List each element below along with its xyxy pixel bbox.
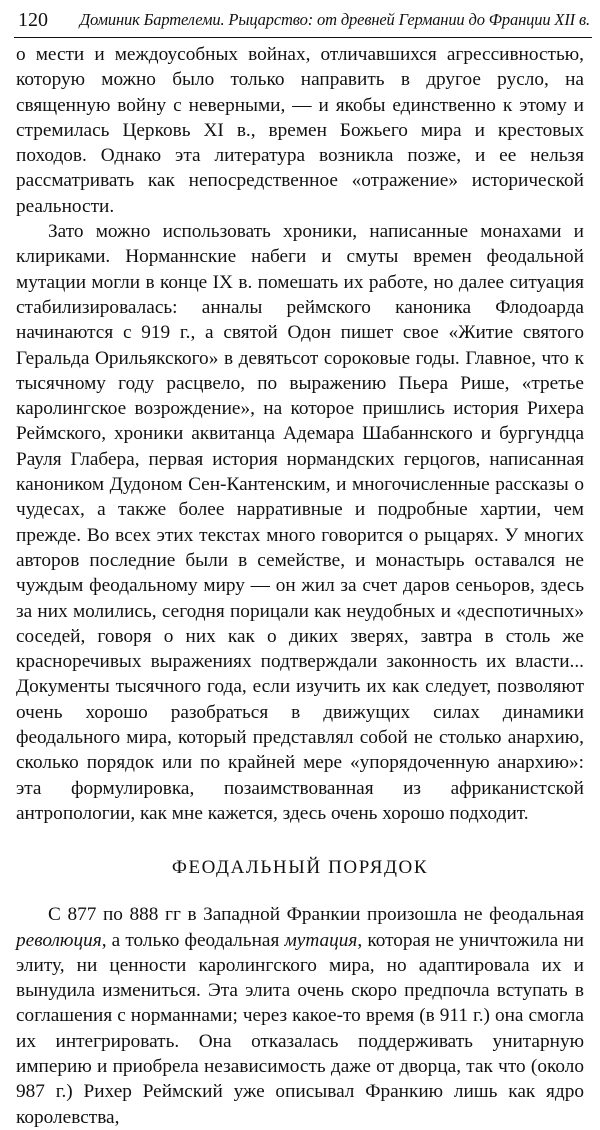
paragraph-chronicles: Зато можно использовать хроники, написанные монахами и клириками. Норманнские набеги и смуты времен феодальной мутации могли в конце IX в. помешать их работе, но далее ситуация стабилизировалась: анналы реймского каноника Флодоарда начинаются с 919 г., а святой Одон пишет свое «Житие святого Геральда Орильякского» в девятьсот сороковые годы. Главное, что к тысячному году расцвело, по выражению Пьера Рише, «третье каролингское возрождение», на которое пришлись история Рихера Реймского, хроники аквитанца Адемара Шабаннского и бургундца Рауля Глабера, первая история нормандских герцогов, написанная каноником Дудоном Сен-Кантенским, и многочисленные рассказы о чудесах, а также более нарративные и подробные хартии, чем прежде. Во всех этих текстах много говорится о рыцарях. У многих авторов последние были в семействе, и монастырь оставался не чуждым феодальному миру — он жил за счет даров сеньоров, здесь за них молились, сегодня порицали как неудобных и «деспотичных» соседей, говоря о них как о диких зверях, завтра в столь же красноречивых выражениях подтверждали законность их власти... Документы тысячного года, если изучить их как следует, позволяют очень хорошо разобраться в движущих силах динамики феодального мира, который представлял собой не столько анархию, сколько порядок или по крайней мере «упорядоченную анархию»: эта формулировка, позаимствованная из африканистской антропологии, как мне кажется, здесь очень хорошо подходит.	[16, 221, 584, 824]
header-rule	[14, 37, 592, 38]
main-text	[16, 42, 584, 1130]
emphasis-mutation: мутация	[284, 929, 358, 951]
text-run: С 877 по 888 гг в Западной Франкии произошла не феодальная	[48, 904, 584, 926]
emphasis-revolution: революция	[16, 929, 102, 951]
text-run: , а только феодальная	[101, 929, 285, 951]
section-heading: ФЕОДАЛЬНЫЙ ПОРЯДОК	[171, 857, 429, 879]
text-run: , которая не уничтожила ни элиту, ни ценности каролингского мира, но адаптировала их и вынудила измениться. Эта элита очень скоро предпочла вступать в соглашения с норманнами; через какое-то время (в 911 г.) она смогла их интегрировать. Она отказалась поддерживать унитарную империю и приобрела независимость даже от дворца, так что (около 987 г.) Рихер Реймский уже описывал Франкию лишь как ядро королевства,	[16, 929, 584, 1128]
paragraph-continuation: о мести и междоусобных войнах, отличавшихся агрессивностью, которую можно было только направить в другое русло, на священную войну с неверными, — и якобы единственно к этому и стремилась Церковь XI в., времен Божьего мира и крестовых походов. Однако эта литература возникла позже, и ее нельзя рассматривать как непосредственное «отражение» исторической реальности.	[16, 44, 584, 217]
page-number: 120	[18, 9, 48, 31]
running-title: Доминик Бартелеми. Рыцарство: от древней Германии до Франции XII в.	[79, 10, 590, 29]
running-header	[14, 7, 592, 33]
paragraph-feudal-order	[16, 902, 584, 1130]
